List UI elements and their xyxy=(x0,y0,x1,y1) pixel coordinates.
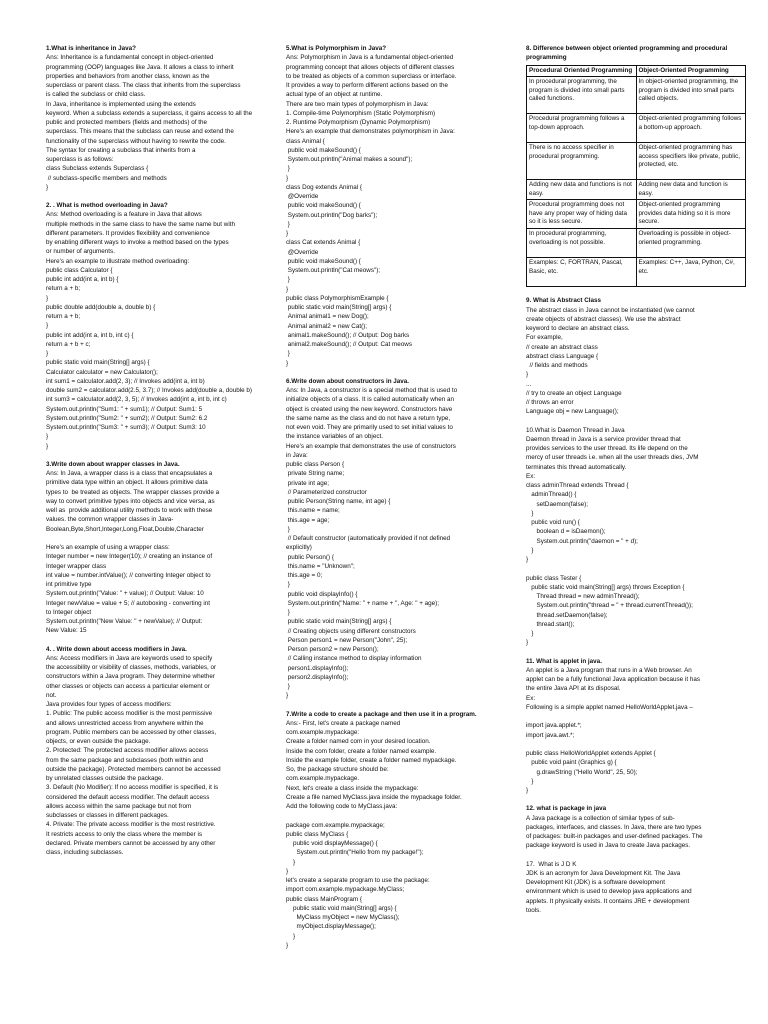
text-line: primitive data type within an object. It allows primitive data xyxy=(46,479,208,487)
text-line: New Value: 15 xyxy=(46,627,87,635)
text-line: allows access within the same package but not from xyxy=(46,802,192,810)
text-line: public static void main(String[] args) throws Exception { xyxy=(526,583,685,591)
text-line: } xyxy=(286,609,290,616)
text-line: package com.example.mypackage; xyxy=(286,821,385,829)
text-line: // try to create an object Language xyxy=(526,389,622,397)
text-line: The abstract class in Java cannot be instantiated (we cannot xyxy=(526,306,695,314)
text-line: int sum3 = calculator.add(2, 3, 5); // Invokes add(int a, int b, int c) xyxy=(46,396,227,404)
text-line: } xyxy=(526,639,529,647)
text-line: declared. Private members cannot be accessed by any other xyxy=(46,839,216,847)
text-line: private int age; xyxy=(286,479,330,487)
comparison-table xyxy=(526,65,746,288)
text-line: Ans: Inheritance is a fundamental concept in object-oriented xyxy=(46,54,214,62)
section-heading: 11. What is applet in java. xyxy=(526,657,602,665)
text-line: animal1.makeSound(); // Output: Dog barks xyxy=(286,331,410,339)
text-line: by unrelated classes outside the package. xyxy=(46,775,164,782)
qa-section xyxy=(286,710,510,951)
text-line: animal2.makeSound(); // Output: Cat meows xyxy=(286,341,412,348)
text-line: public and protected members (fields and methods) of the xyxy=(46,119,208,126)
text-line: System.out.println("Name: " + name + ", Age: " + age); xyxy=(286,599,439,607)
text-line: import java.awt.*; xyxy=(526,731,575,739)
text-line: Calculator calculator = new Calculator(); xyxy=(46,368,158,376)
text-line: } xyxy=(46,442,49,450)
column-1 xyxy=(46,44,272,857)
text-line: System.out.println("Cat meows"); xyxy=(286,267,381,274)
text-line: } xyxy=(46,433,49,441)
text-line: initialize objects of a class. It is called automatically when an xyxy=(286,396,454,404)
text-line: @Override xyxy=(286,193,319,200)
text-line: } xyxy=(286,932,296,940)
text-line: the accessibility or visibility of classes, methods, variables, or xyxy=(46,664,217,671)
text-line: Ex: xyxy=(526,472,536,480)
text-line: public static void main(String[] args) { xyxy=(286,304,392,311)
text-line: System.out.println("thread = " + thread.currentThread()); xyxy=(526,602,693,610)
text-line: provides services to the user thread. Its life depend on the xyxy=(526,445,688,453)
text-line: // Calling instance method to display information xyxy=(286,655,422,663)
text-line: way to convert primitive types into objects and vice versa, as xyxy=(46,497,215,505)
text-line: public void run() { xyxy=(526,519,580,527)
text-line: Thread thread = new adminThread(); xyxy=(526,593,640,601)
text-line: g.drawString ("Hello World", 25, 50); xyxy=(526,768,638,776)
text-line: Here's an example of using a wrapper class: xyxy=(46,544,170,551)
text-line: class Cat extends Animal { xyxy=(286,239,361,247)
table-cell: Adding new data and function is easy. xyxy=(636,180,746,200)
section-heading: 3.Write down about wrapper classes in Java. xyxy=(46,460,180,468)
text-line: Inside the com folder, create a folder named example. xyxy=(286,747,437,755)
text-line: Animal animal1 = new Dog(); xyxy=(286,313,369,321)
qa-section xyxy=(286,44,510,368)
text-line: Ans: In Java, a wrapper class is a class that encapsulates a xyxy=(46,470,213,477)
text-line: Integer wrapper class xyxy=(46,562,107,570)
table-cell: There is no access specifier in procedural programming. xyxy=(527,143,637,180)
text-line: System.out.println("Sum3: " + sum3); // Output: Sum3: 10 xyxy=(46,424,206,431)
text-line: properties and behaviors from another class, known as the xyxy=(46,72,210,80)
text-line: mercy of user threads i.e. when all the user threads dies, JVM xyxy=(526,454,699,462)
text-line: Java provides four types of access modifiers: xyxy=(46,701,172,708)
qa-section xyxy=(46,645,272,858)
text-line: public void makeSound() { xyxy=(286,202,361,210)
column-3 xyxy=(526,44,746,915)
table-cell: Adding new data and functions is not easy. xyxy=(527,180,637,200)
text-line: ... xyxy=(526,380,532,388)
text-line: public void displayInfo() { xyxy=(286,590,358,598)
qa-section xyxy=(526,426,746,648)
text-line: class adminThread extends Thread { xyxy=(526,482,629,490)
text-line: class Animal { xyxy=(286,137,325,145)
text-line: person2.displayInfo(); xyxy=(286,673,349,681)
table-cell: Object-oriented programming provides data hiding so it is more secure. xyxy=(636,200,746,229)
qa-section xyxy=(526,296,746,416)
text-line: packages, interfaces, and classes. In Java, there are two types xyxy=(526,823,702,831)
section-heading: 2. . What is method overloading in Java? xyxy=(46,202,168,209)
text-line: 1. Public: The public access modifier is the most permissive xyxy=(46,710,213,718)
text-line: setDaemon(false); xyxy=(526,500,588,508)
text-line: } xyxy=(526,787,529,795)
table-cell: In procedural programming, overloading is not possible. xyxy=(527,229,637,258)
text-line: For example, xyxy=(526,334,563,342)
text-line: Add the following code to MyClass.java: xyxy=(286,803,398,810)
text-line: } xyxy=(286,165,290,173)
text-line: System.out.println("Animal makes a sound"); xyxy=(286,156,413,163)
text-line: by enabling different ways to invoke a method based on the types xyxy=(46,239,229,246)
text-line: public class HelloWorldApplet extends Applet { xyxy=(526,750,656,758)
table-cell: Procedural programming follows a top-down approach. xyxy=(527,114,637,143)
text-line: thread.setDaemon(false); xyxy=(526,611,608,619)
text-line: myObject.displayMessage(); xyxy=(286,923,376,931)
text-line: 2. Protected: The protected access modifier allows access xyxy=(46,747,209,755)
table-row xyxy=(527,200,746,229)
text-line: @Override xyxy=(286,248,319,256)
text-line: 10.What is Daemon Thread in Java xyxy=(526,426,625,434)
text-line: program. Public members can be accessed by other classes, xyxy=(46,728,217,736)
section-heading: 1.What is inheritance in Java? xyxy=(46,45,136,52)
text-line: } xyxy=(286,174,289,182)
text-line: or number of arguments. xyxy=(46,248,115,256)
table-row xyxy=(527,114,746,143)
text-line: object is created using the new keyword. Constructors have xyxy=(286,405,453,413)
text-line: this.age = age; xyxy=(286,516,330,524)
text-line: public void paint (Graphics g) { xyxy=(526,759,617,767)
text-line: The syntax for creating a subclass that inherits from a xyxy=(46,146,196,154)
text-line: Create a folder named com in your desired location. xyxy=(286,738,431,746)
text-line: Person person2 = new Person(); xyxy=(286,646,379,653)
text-line: types to be treated as objects. The wrapper classes provide a xyxy=(46,488,220,496)
section-heading: 12. what is package in java xyxy=(526,805,607,813)
text-line: import java.applet.*; xyxy=(526,722,582,730)
text-line: } xyxy=(46,322,49,330)
table-cell: Overloading is possible in object-oriented programming. xyxy=(636,229,746,258)
text-line: So, the package structure should be: xyxy=(286,766,389,773)
text-line: private String name; xyxy=(286,470,345,478)
text-line: different parameters. It provides flexibility and convenience xyxy=(46,229,210,237)
text-line: // Parameterized constructor xyxy=(286,488,367,496)
text-line: It restricts access to only the class where the member is xyxy=(46,830,203,838)
table-cell: Examples: C, FORTRAN, Pascal, Basic, etc. xyxy=(527,258,637,287)
text-line: is called the subclass or child class. xyxy=(46,91,146,99)
text-line: programming (OOP) languages like Java. It allows a class to inherit xyxy=(46,63,234,71)
text-line: tools. xyxy=(526,906,542,914)
text-line: 3. Default (No Modifier): If no access modifier is specified, it is xyxy=(46,784,219,792)
text-line: } xyxy=(286,858,296,866)
text-line: public class Person { xyxy=(286,461,345,468)
text-line: } xyxy=(286,276,290,284)
text-line: superclass is as follows: xyxy=(46,156,114,163)
text-line: Ans: Polymorphism in Java is a fundamental object-oriented xyxy=(286,54,454,62)
text-line: There are two main types of polymorphism in Java: xyxy=(286,100,429,108)
text-line: } xyxy=(526,556,529,564)
text-line: let's create a separate program to use the package: xyxy=(286,877,430,884)
text-line: 4. Private: The private access modifier is the most restrictive. xyxy=(46,821,216,829)
text-line: import com.example.mypackage.MyClass; xyxy=(286,886,405,894)
text-line: keyword to declare an abstract class. xyxy=(526,325,630,333)
text-line: and allows unrestricted access from anywhere within the xyxy=(46,719,204,727)
text-line: the instance variables of an object. xyxy=(286,433,383,441)
text-line: considered the default access modifier. The default access xyxy=(46,793,210,801)
text-line: Boolean,Byte,Short,Integer,Long,Float,Double,Character xyxy=(46,525,204,533)
text-line: } xyxy=(286,867,289,875)
text-line: MyClass myObject = new MyClass(); xyxy=(286,914,400,921)
text-line: It provides a way to perform different actions based on the xyxy=(286,82,448,89)
text-line: other classes or objects can access a particular element or xyxy=(46,682,210,690)
text-line: } xyxy=(46,183,49,191)
text-line: keyword. When a subclass extends a superclass, it gains access to all the xyxy=(46,109,253,117)
text-line: public class PolymorphismExample { xyxy=(286,294,389,302)
text-line: public int add(int a, int b, int c) { xyxy=(46,331,134,339)
text-line: person1.displayInfo(); xyxy=(286,664,349,672)
text-line: values. the common wrapper classes in Java- xyxy=(46,516,174,524)
text-line: this.name = "Unknown"; xyxy=(286,562,355,570)
text-line: return a + b; xyxy=(46,285,81,293)
text-line: public Person() { xyxy=(286,553,334,561)
text-line: package keyword is used in Java to create Java packages. xyxy=(526,842,691,850)
text-line: Ans: In Java, a constructor is a special method that is used to xyxy=(286,387,458,394)
text-line: // Default constructor (automatically provided if not defined xyxy=(286,535,451,542)
text-line: Create a file named MyClass.java inside the mypackage folder. xyxy=(286,793,462,801)
text-line: In Java, inheritance is implemented using the extends xyxy=(46,100,196,108)
text-line: Following is a simple applet named HelloWorldApplet.java – xyxy=(526,703,693,711)
text-line: } xyxy=(526,509,534,517)
text-line: System.out.println("Hello from my package!"); xyxy=(286,849,424,857)
text-line: public void displayMessage() { xyxy=(286,840,378,847)
text-line: } xyxy=(286,350,290,358)
text-line: Integer number = new Integer(10); // creating an instance of xyxy=(46,553,213,561)
text-line: public class Tester { xyxy=(526,574,582,582)
text-line: System.out.println("Value: " + value); // Output: Value: 10 xyxy=(46,590,204,598)
table-cell: In procedural programming, the program is divided into small parts called functions. xyxy=(527,77,637,114)
text-line: System.out.println("Sum1: " + sum1); // Output: Sum1: 5 xyxy=(46,405,203,413)
text-line: public void makeSound() { xyxy=(286,146,361,154)
text-line: the entire Java API at its disposal. xyxy=(526,685,621,693)
text-line: A Java package is a collection of similar types of sub- xyxy=(526,814,675,822)
text-line: public static void main(String[] args) { xyxy=(286,618,392,626)
column-2 xyxy=(286,44,510,950)
text-line: } xyxy=(286,359,289,367)
text-line: objects, or even outside the package. xyxy=(46,738,151,745)
text-line: subclasses or classes in different packages. xyxy=(46,812,169,819)
text-line: Language obj = new Language(); xyxy=(526,408,619,416)
text-line: } xyxy=(526,546,534,554)
text-line: return a + b; xyxy=(46,313,81,320)
text-line: An applet is a Java program that runs in a Web browser. An xyxy=(526,666,692,674)
text-line: } xyxy=(286,941,289,949)
qa-section xyxy=(286,377,510,701)
text-line: Animal animal2 = new Cat(); xyxy=(286,322,368,330)
text-line: 17. What is J D K xyxy=(526,860,577,868)
text-line: } xyxy=(286,692,289,700)
text-line: System.out.println("daemon = " + d); xyxy=(526,537,638,545)
text-line: public class MainProgram { xyxy=(286,895,362,903)
text-line: } xyxy=(286,220,290,228)
text-line: outside the package). Protected members cannot be accessed xyxy=(46,765,221,773)
text-line: public class Calculator { xyxy=(46,266,113,274)
text-line: Ans: Access modifiers in Java are keywords used to specify xyxy=(46,654,213,662)
text-line xyxy=(286,811,510,820)
text-line: abstract class Language { xyxy=(526,352,599,360)
text-line: Ex: xyxy=(526,694,536,702)
text-line: Ans:- First, let's create a package named xyxy=(286,719,401,727)
qa-section xyxy=(46,201,272,451)
text-line xyxy=(526,740,746,749)
qa-section xyxy=(526,804,746,850)
text-line: } xyxy=(46,350,49,357)
table-row xyxy=(527,77,746,114)
text-line: to Integer object xyxy=(46,608,92,616)
text-line: Ans: Method overloading is a feature in Java that allows xyxy=(46,211,202,219)
text-line: superclass or parent class. The class that inherits from the superclass xyxy=(46,82,241,89)
text-line xyxy=(46,534,272,543)
table-row xyxy=(527,229,746,258)
text-line: Development Kit (JDK) is a software development xyxy=(526,879,665,887)
text-line: int value = number.intValue(); // converting Integer object to xyxy=(46,571,211,579)
text-line: multiple methods in the same class to have the same name but with xyxy=(46,220,236,228)
section-heading: 9. What is Abstract Class xyxy=(526,297,602,305)
text-line: adminThread() { xyxy=(526,491,577,499)
text-line: } xyxy=(286,230,289,237)
text-line: Person person1 = new Person("John", 25); xyxy=(286,636,408,644)
text-line: terminates this thread automatically. xyxy=(526,463,627,471)
text-line: } xyxy=(526,371,529,379)
text-line: environment which is used to develop java applications and xyxy=(526,888,692,896)
text-line: System.out.println("New Value: " + newValue); // Output: xyxy=(46,618,203,625)
table-cell: Examples: C++, Java, Python, C#, etc. xyxy=(636,258,746,287)
section-heading: 4. . Write down about access modifiers in Java. xyxy=(46,645,187,653)
text-line: // subclass-specific members and methods xyxy=(46,174,167,182)
text-line: } xyxy=(286,525,290,533)
text-line: // create an abstract class xyxy=(526,343,598,351)
text-line: programming concept that allows objects of different classes xyxy=(286,63,455,71)
text-line: class Dog extends Animal { xyxy=(286,183,362,191)
text-line: in Java: xyxy=(286,451,308,459)
text-line: double sum2 = calculator.add(2.5, 3.7); // Invokes add(double a, double b) xyxy=(46,387,253,394)
text-line xyxy=(526,712,746,721)
text-line: 1. Compile-time Polymorphism (Static Polymorphism) xyxy=(286,109,436,117)
text-line: public void makeSound() { xyxy=(286,257,361,265)
text-line: int sum1 = calculator.add(2, 3); // Invokes add(int a, int b) xyxy=(46,377,205,385)
text-line: com.example.mypackage. xyxy=(286,775,360,783)
text-line: JDK is an acronym for Java Development Kit. The Java xyxy=(526,869,681,877)
text-line: public static void main(String[] args) { xyxy=(46,359,150,367)
text-line: constructors within a Java program. They determine whether xyxy=(46,673,215,681)
text-line: not. xyxy=(46,691,57,699)
text-line: from the same package and subclasses (both within and xyxy=(46,756,204,764)
text-line: not even void. They are primarily used to set initial values to xyxy=(286,424,453,431)
text-line: to be treated as objects of a common superclass or interface. xyxy=(286,72,457,80)
text-line: } xyxy=(286,581,290,589)
text-line: System.out.println("Sum2: " + sum2); // Output: Sum2: 6.2 xyxy=(46,414,208,422)
text-line: com.example.mypackage: xyxy=(286,729,360,736)
text-line: 2. Runtime Polymorphism (Dynamic Polymorphism) xyxy=(286,119,431,126)
text-line: Here's an example that demonstrates polymorphism in Java: xyxy=(286,128,455,136)
section-heading: 5.What is Polymorphism in Java? xyxy=(286,45,387,52)
table-header-oop: Object-Oriented Programming xyxy=(636,65,746,77)
text-line: boolean d = isDaemon(); xyxy=(526,528,606,536)
text-line: actual type of an object at runtime. xyxy=(286,91,383,99)
text-line: the same name as the class and do not have a return type, xyxy=(286,414,451,422)
text-line: explicitly) xyxy=(286,544,312,552)
text-line: applets. It physically exists. It contains JRE + development xyxy=(526,897,690,905)
table-row xyxy=(527,143,746,180)
text-line: this.name = name; xyxy=(286,507,340,515)
text-line: superclass. This means that the subclass can reuse and extend the xyxy=(46,128,234,136)
qa-section xyxy=(46,460,272,636)
text-line: class, including subclasses. xyxy=(46,849,124,856)
text-line: of packages: built-in packages and user-defined packages. The xyxy=(526,833,703,841)
section-heading: 6.Write down about constructors in Java. xyxy=(286,377,410,385)
text-line: thread.start(); xyxy=(526,620,575,628)
qa-section xyxy=(46,44,272,192)
text-line: } xyxy=(46,294,49,302)
text-line xyxy=(526,564,746,573)
text-line: } xyxy=(286,683,290,690)
text-line: this.age = 0; xyxy=(286,572,323,579)
table-cell: Object-oriented programming has access specifiers like private, public, protected, etc. xyxy=(636,143,746,180)
comparison-heading: 8. Difference between object oriented programming and procedural programming xyxy=(526,45,728,62)
text-line: int primitive type xyxy=(46,581,92,588)
text-line: } xyxy=(526,630,534,638)
text-line: Inside the example folder, create a folder named mypackage. xyxy=(286,756,457,764)
text-line: } xyxy=(286,285,289,293)
table-cell: Object-oriented programming follows a bottom-up approach. xyxy=(636,114,746,143)
qa-section xyxy=(526,657,746,796)
text-line: } xyxy=(526,777,534,785)
text-line: return a + b + c; xyxy=(46,340,91,348)
text-line: Here's an example that demonstrates the use of constructors xyxy=(286,442,456,450)
text-line: Integer newValue = value + 5; // autoboxing - converting int xyxy=(46,599,211,607)
text-line: public int add(int a, int b) { xyxy=(46,276,119,283)
qa-section xyxy=(526,860,746,916)
comparison-section xyxy=(526,44,746,287)
text-line: create objects of abstract classes). We use the abstract xyxy=(526,315,681,323)
table-row xyxy=(527,180,746,200)
table-cell: Procedural programming does not have any proper way of hiding data so it is less secure. xyxy=(527,200,637,229)
section-heading: 7.Write a code to create a package and then use it in a program. xyxy=(286,710,477,718)
text-line: applet can be a fully functional Java application because it has xyxy=(526,676,700,684)
text-line: well as provide additional utility methods to work with these xyxy=(46,507,213,514)
text-line: Daemon thread in Java is a service provider thread that xyxy=(526,435,681,443)
text-line: functionality of the superclass without having to rewrite the code. xyxy=(46,137,226,145)
table-header-procedural: Procedural Oriented Programming xyxy=(527,65,637,77)
text-line: // Creating objects using different constructors xyxy=(286,627,416,635)
text-line: Here's an example to illustrate method overloading: xyxy=(46,257,190,265)
text-line: Next, let's create a class inside the mypackage: xyxy=(286,784,419,792)
text-line: // throws an error xyxy=(526,399,574,407)
text-line: public class MyClass { xyxy=(286,830,349,838)
text-line: public static void main(String[] args) { xyxy=(286,904,397,912)
text-line: // fields and methods xyxy=(526,362,588,370)
table-row xyxy=(527,258,746,287)
text-line: public double add(double a, double b) { xyxy=(46,303,156,311)
text-line: System.out.println("Dog barks"); xyxy=(286,211,378,219)
text-line: class Subclass extends Superclass { xyxy=(46,165,149,173)
table-cell: In object-oriented programming, the program is divided into small parts called objects. xyxy=(636,77,746,114)
text-line: public Person(String name, int age) { xyxy=(286,498,391,505)
